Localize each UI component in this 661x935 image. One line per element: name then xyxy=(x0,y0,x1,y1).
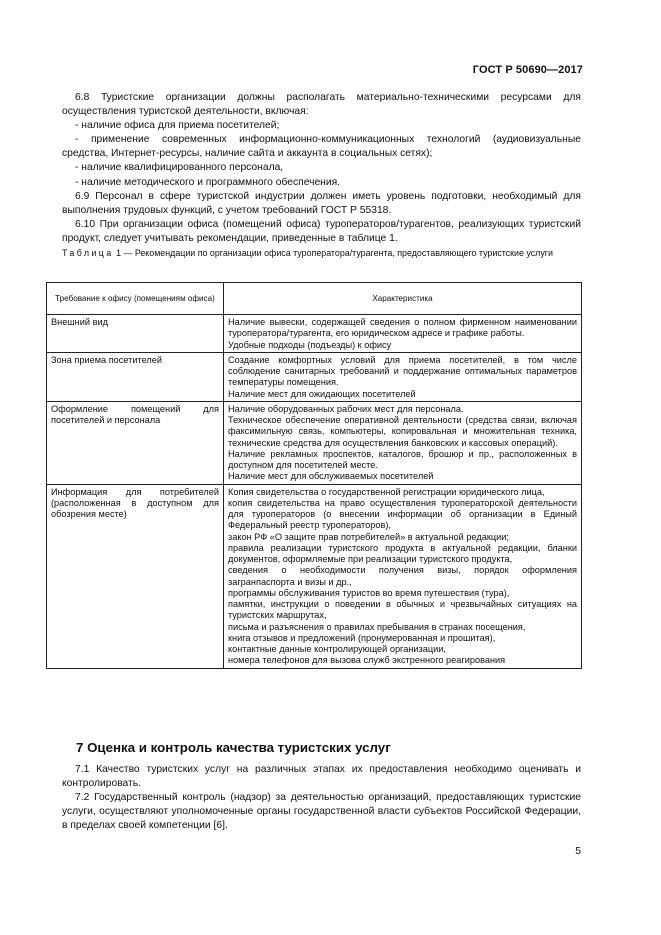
characteristic-cell xyxy=(224,484,582,668)
characteristic-line: закон РФ «О защите прав потребителей» в актуальной редакции; xyxy=(228,531,509,542)
characteristic-line: сведения о необходимости получения визы, порядок оформления загранпаспорта и визы и др., xyxy=(228,565,577,587)
section-7-paragraphs xyxy=(62,763,581,833)
standard-code-header: ГОСТ Р 50690—2017 xyxy=(472,64,583,76)
table-row xyxy=(47,352,582,401)
table-caption xyxy=(62,248,581,260)
paragraph-6-9: 6.9 Персонал в сфере туристской индустрии должен иметь уровень подготовки, необходимый для выполнения трудовых функций, с учетом требований ГОСТ Р 55318. xyxy=(62,190,581,216)
characteristic-line: Наличие мест для ожидающих посетителей xyxy=(228,388,416,399)
table-caption-label: Таблица xyxy=(62,248,114,258)
characteristic-line: письма и разъяснения о правилах пребывания в странах посещения, xyxy=(228,621,526,632)
characteristic-line: памятки, инструкции о поведении в обычных и чрезвычайных ситуациях на туристских маршрутах, xyxy=(228,599,577,621)
paragraph-6-10: 6.10 При организации офиса (помещений офиса) туроператоров/турагентов, реализующих туристский продукт, следует учитывать рекомендации, приведенные в таблице 1. xyxy=(62,218,581,244)
header-requirement: Требование к офису (помещениям офиса) xyxy=(47,283,224,315)
section-7-title: 7 Оценка и контроль качества туристских услуг xyxy=(76,740,391,755)
list-item: - наличие квалифицированного персонала, xyxy=(75,162,284,174)
paragraph-7-1: 7.1 Качество туристских услуг на различных этапах их предоставления необходимо оценивать и контролировать. xyxy=(62,764,581,790)
characteristic-cell xyxy=(224,352,582,401)
intro-paragraphs xyxy=(62,91,581,246)
characteristic-line: Наличие мест для обслуживаемых посетителей xyxy=(228,471,434,482)
characteristic-line: контактные данные контролирующей организации, xyxy=(228,644,446,654)
characteristic-line: Копия свидетельства о государственной регистрации юридического лица, xyxy=(228,486,545,497)
paragraph-6-8: 6.8 Туристские организации должны располагать материально-техническими ресурсами для осуществления туристской деятельности, включая: xyxy=(62,92,581,118)
characteristic-line: Наличие оборудованных рабочих мест для персонала. xyxy=(228,403,464,414)
header-characteristic: Характеристика xyxy=(224,283,582,315)
characteristic-line: книга отзывов и предложений (пронумерованная и прошитая), xyxy=(228,632,496,643)
list-item: - применение современных информационно-коммуникационных технологий (аудиовизуальные средства, Интернет-ресурсы, наличие сайта и аккаунта в социальных сетях); xyxy=(62,134,581,160)
list-item: - наличие офиса для приема посетителей; xyxy=(75,120,280,132)
characteristic-line: копия свидетельства на право осуществления туроператорской деятельности для туроператоров (о внесении информации об организации в Единый Федеральный реестр туроператоров), xyxy=(228,497,577,531)
page-number: 5 xyxy=(575,846,581,857)
characteristic-line: Удобные подходы (подъезды) к офису xyxy=(228,339,392,350)
table-row xyxy=(47,484,582,668)
characteristic-line: номера телефонов для вызова служб экстренного реагирования xyxy=(228,655,506,666)
characteristic-cell xyxy=(224,401,582,484)
recommendations-table xyxy=(46,282,582,669)
paragraph-7-2: 7.2 Государственный контроль (надзор) за деятельностью организаций, предоставляющих туристские услуги, осуществляют уполномоченные органы государственной власти субъектов Российской Федерации, в пределах своей компетенции [6]. xyxy=(62,792,581,832)
table-header-row xyxy=(47,283,582,315)
characteristic-line: Техническое обеспечение оперативной деятельности (средства связи, включая факсимильную связь, компьютеры, копировальная и множительная техника, технические средства для осуществления банковских и кассовых операций). xyxy=(228,415,577,448)
table-row xyxy=(47,315,582,353)
requirement-cell: Информация для потребителей (расположенная в доступном для обозрения месте) xyxy=(47,484,224,668)
characteristic-cell xyxy=(224,315,582,353)
characteristic-line: Наличие вывески, содержащей сведения о полном фирменном наименовании туроператора/турагента, его юридическом адресе и графике работы. xyxy=(228,317,577,339)
list-item: - наличие методического и программного обеспечения. xyxy=(75,176,341,188)
table-row xyxy=(47,401,582,484)
characteristic-line: Создание комфортных условий для приема посетителей, в том числе соблюдение санитарных требований и поддержание оптимальных параметров температуры помещения. xyxy=(228,354,577,388)
characteristic-line: Наличие рекламных проспектов, каталогов, брошюр и пр., расположенных в доступном для посетителей месте. xyxy=(228,448,577,470)
characteristic-line: программы обслуживания туристов во время путешествия (тура), xyxy=(228,587,510,598)
requirement-cell: Внешний вид xyxy=(47,315,224,353)
characteristic-line: правила реализации туристского продукта в актуальной редакции, бланки документов, оформляемые при реализации туристского продукта, xyxy=(228,542,577,564)
requirement-cell: Зона приема посетителей xyxy=(47,352,224,401)
table-caption-text: 1 — Рекомендации по организации офиса туроператора/турагента, предоставляющего туристские услуги xyxy=(116,248,553,258)
requirement-cell: Оформление помещений для посетителей и персонала xyxy=(47,401,224,484)
